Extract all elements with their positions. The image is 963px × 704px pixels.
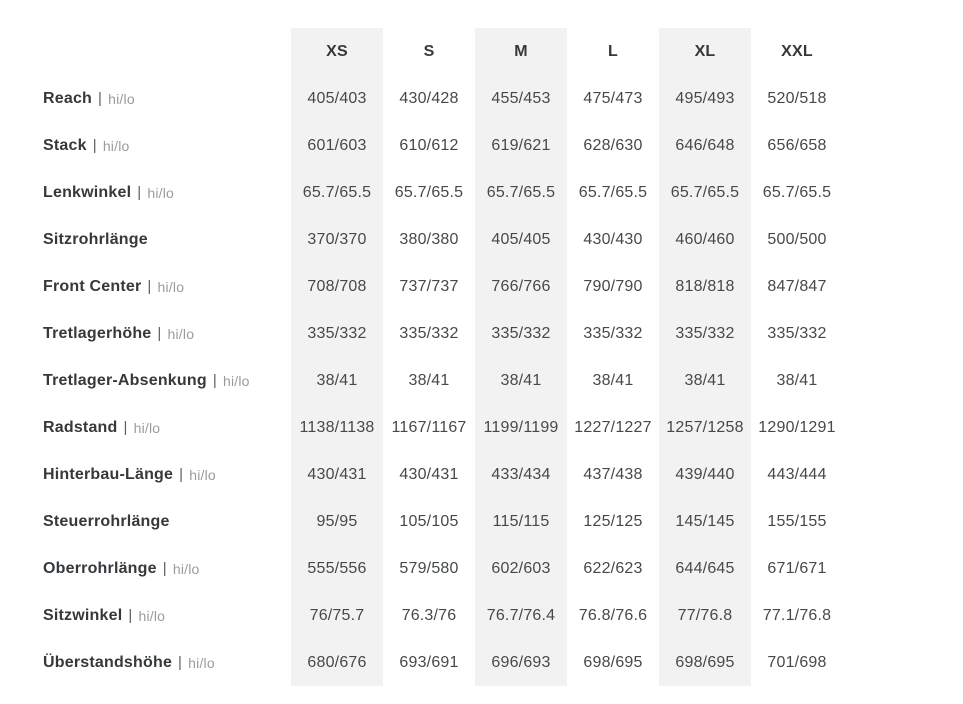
row-label <box>0 263 291 310</box>
value-cell: 335/332 <box>399 324 459 342</box>
size-header-s: S <box>423 42 435 60</box>
hi-lo-suffix: hi/lo <box>133 419 161 436</box>
value-cell: 455/453 <box>475 75 567 122</box>
value-cell: 696/693 <box>475 639 567 686</box>
hi-lo-separator: | <box>147 278 152 295</box>
table-row-front-center <box>0 263 963 310</box>
row-label <box>0 404 291 451</box>
hi-lo-separator: | <box>137 184 142 201</box>
hi-lo-separator: | <box>92 137 97 154</box>
value-cell: 65.7/65.5 <box>578 183 648 201</box>
table-row-tretlager-absenkung <box>0 357 963 404</box>
table-row-ueberstandshoehe <box>0 639 963 686</box>
hi-lo-separator: | <box>212 372 217 389</box>
value-cell: 38/41 <box>408 371 450 389</box>
value-cell: 155/155 <box>767 512 827 530</box>
value-cell: 656/658 <box>767 136 827 154</box>
value-cell: 405/405 <box>475 216 567 263</box>
value-cell: 698/695 <box>659 639 751 686</box>
value-cell: 76/75.7 <box>291 592 383 639</box>
hi-lo-suffix: hi/lo <box>188 654 215 671</box>
value-cell: 460/460 <box>659 216 751 263</box>
table-row-radstand <box>0 404 963 451</box>
value-cell: 602/603 <box>475 545 567 592</box>
hi-lo-suffix: hi/lo <box>172 560 200 577</box>
size-header-xs: XS <box>291 28 383 75</box>
size-header-m: M <box>475 28 567 75</box>
value-cell: 495/493 <box>659 75 751 122</box>
value-cell: 698/695 <box>583 653 643 671</box>
hi-lo-suffix: hi/lo <box>147 184 175 201</box>
value-cell: 65.7/65.5 <box>762 183 832 201</box>
size-header-l: L <box>608 42 618 60</box>
hi-lo-separator: | <box>98 90 103 107</box>
row-label <box>0 357 291 404</box>
value-cell: 601/603 <box>291 122 383 169</box>
value-cell: 38/41 <box>475 357 567 404</box>
value-cell: 610/612 <box>399 136 459 154</box>
table-row-lenkwinkel <box>0 169 963 216</box>
row-label <box>0 122 291 169</box>
hi-lo-separator: | <box>123 419 128 436</box>
value-cell: 433/434 <box>475 451 567 498</box>
value-cell: 430/431 <box>291 451 383 498</box>
row-label <box>0 451 291 498</box>
hi-lo-separator: | <box>179 466 184 483</box>
value-cell: 500/500 <box>767 230 827 248</box>
value-cell: 443/444 <box>767 465 827 483</box>
value-cell: 77/76.8 <box>659 592 751 639</box>
row-label-text: Tretlagerhöhe <box>43 324 152 342</box>
hi-lo-suffix: hi/lo <box>167 325 195 342</box>
value-cell: 335/332 <box>767 324 827 342</box>
value-cell: 335/332 <box>291 310 383 357</box>
value-cell: 38/41 <box>291 357 383 404</box>
hi-lo-suffix: hi/lo <box>138 607 166 624</box>
table-row-stack <box>0 122 963 169</box>
table-row-oberrohrlaenge <box>0 545 963 592</box>
row-label-text: Lenkwinkel <box>43 183 132 201</box>
value-cell: 1257/1258 <box>659 404 751 451</box>
value-cell: 1167/1167 <box>391 418 467 436</box>
value-cell: 737/737 <box>399 277 459 295</box>
value-cell: 671/671 <box>767 559 827 577</box>
value-cell: 430/431 <box>399 465 459 483</box>
value-cell: 437/438 <box>583 465 643 483</box>
value-cell: 76.8/76.6 <box>578 606 648 624</box>
value-cell: 65.7/65.5 <box>291 169 383 216</box>
table-row-sitzwinkel <box>0 592 963 639</box>
value-cell: 38/41 <box>659 357 751 404</box>
row-label <box>0 545 291 592</box>
value-cell: 1138/1138 <box>291 404 383 451</box>
value-cell: 693/691 <box>399 653 459 671</box>
value-cell: 555/556 <box>291 545 383 592</box>
row-label-text: Front Center <box>43 277 142 295</box>
hi-lo-separator: | <box>162 560 167 577</box>
row-label-text: Reach <box>43 89 93 107</box>
value-cell: 430/428 <box>399 89 459 107</box>
value-cell: 38/41 <box>592 371 634 389</box>
value-cell: 520/518 <box>767 89 827 107</box>
row-label <box>0 498 291 545</box>
hi-lo-suffix: hi/lo <box>102 137 130 154</box>
hi-lo-suffix: hi/lo <box>108 90 135 107</box>
row-label <box>0 216 291 263</box>
row-label <box>0 639 291 686</box>
value-cell: 475/473 <box>583 89 643 107</box>
value-cell: 65.7/65.5 <box>659 169 751 216</box>
hi-lo-suffix: hi/lo <box>222 372 250 389</box>
row-label <box>0 592 291 639</box>
value-cell: 1227/1227 <box>574 418 652 436</box>
value-cell: 708/708 <box>291 263 383 310</box>
value-cell: 847/847 <box>767 277 827 295</box>
row-label-text: Sitzwinkel <box>43 606 123 624</box>
hi-lo-separator: | <box>157 325 162 342</box>
value-cell: 818/818 <box>659 263 751 310</box>
row-label-text: Überstandshöhe <box>43 653 173 671</box>
value-cell: 77.1/76.8 <box>762 606 832 624</box>
value-cell: 76.3/76 <box>401 606 457 624</box>
row-label <box>0 75 291 122</box>
table-row-sitzrohrlaenge <box>0 216 963 263</box>
value-cell: 65.7/65.5 <box>394 183 464 201</box>
value-cell: 145/145 <box>659 498 751 545</box>
size-header-xl: XL <box>659 28 751 75</box>
value-cell: 115/115 <box>475 498 567 545</box>
value-cell: 701/698 <box>767 653 827 671</box>
value-cell: 622/623 <box>583 559 643 577</box>
value-cell: 1290/1291 <box>758 418 836 436</box>
value-cell: 680/676 <box>291 639 383 686</box>
table-row-reach <box>0 75 963 122</box>
table-row-hinterbau-laenge <box>0 451 963 498</box>
size-header-xxl: XXL <box>781 42 813 60</box>
row-label-text: Radstand <box>43 418 118 436</box>
table-row-tretlagerhoehe <box>0 310 963 357</box>
value-cell: 335/332 <box>475 310 567 357</box>
header-spacer <box>0 28 291 75</box>
value-cell: 65.7/65.5 <box>475 169 567 216</box>
row-label-text: Tretlager-Absenkung <box>43 371 207 389</box>
table-header-row <box>0 28 963 75</box>
value-cell: 95/95 <box>291 498 383 545</box>
value-cell: 644/645 <box>659 545 751 592</box>
value-cell: 335/332 <box>583 324 643 342</box>
value-cell: 335/332 <box>659 310 751 357</box>
value-cell: 38/41 <box>776 371 818 389</box>
row-label-text: Steuerrohrlänge <box>43 512 170 530</box>
row-label-text: Oberrohrlänge <box>43 559 157 577</box>
value-cell: 628/630 <box>583 136 643 154</box>
value-cell: 766/766 <box>475 263 567 310</box>
value-cell: 76.7/76.4 <box>475 592 567 639</box>
hi-lo-suffix: hi/lo <box>189 466 216 483</box>
value-cell: 579/580 <box>399 559 459 577</box>
value-cell: 370/370 <box>291 216 383 263</box>
value-cell: 619/621 <box>475 122 567 169</box>
value-cell: 646/648 <box>659 122 751 169</box>
hi-lo-separator: | <box>128 607 133 624</box>
value-cell: 439/440 <box>659 451 751 498</box>
row-label <box>0 310 291 357</box>
row-label-text: Stack <box>43 136 87 154</box>
row-label <box>0 169 291 216</box>
value-cell: 790/790 <box>583 277 643 295</box>
hi-lo-suffix: hi/lo <box>157 278 185 295</box>
value-cell: 125/125 <box>583 512 643 530</box>
hi-lo-separator: | <box>178 654 183 671</box>
value-cell: 380/380 <box>399 230 459 248</box>
value-cell: 405/403 <box>291 75 383 122</box>
value-cell: 1199/1199 <box>475 404 567 451</box>
row-label-text: Sitzrohrlänge <box>43 230 148 248</box>
value-cell: 105/105 <box>399 512 459 530</box>
table-row-steuerrohrlaenge <box>0 498 963 545</box>
value-cell: 430/430 <box>583 230 643 248</box>
row-label-text: Hinterbau-Länge <box>43 465 174 483</box>
